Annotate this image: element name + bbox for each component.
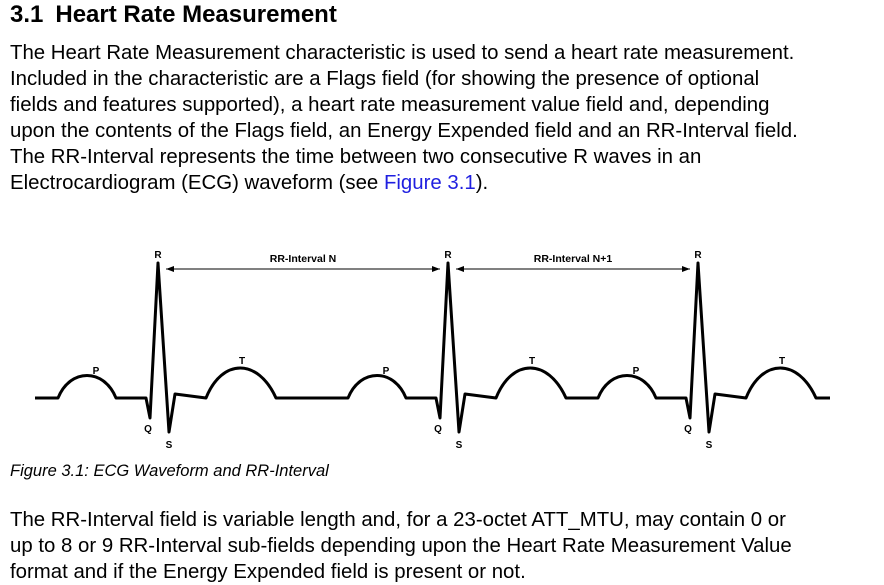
rr-interval-label: RR-Interval N+1 — [533, 253, 613, 265]
ecg-trace — [35, 263, 830, 432]
paragraph-line: Included in the characteristic are a Flags field (for showing the presence of optional — [10, 68, 760, 90]
figure-caption: Figure 3.1: ECG Waveform and RR-Interval — [10, 462, 329, 480]
r-peak-label: R — [694, 250, 702, 261]
s-wave-label: S — [455, 440, 463, 451]
paragraph-text: ). — [475, 172, 489, 194]
paragraph-line: The Heart Rate Measurement characteristic is used to send a heart rate measurement. — [10, 42, 795, 64]
paragraph-text: Electrocardiogram (ECG) waveform (see — [10, 172, 384, 194]
section-title: Heart Rate Measurement — [55, 1, 337, 28]
figure-reference-link[interactable]: Figure 3.1 — [383, 172, 476, 194]
paragraph-line: upon the contents of the Flags field, an Energy Expended field and an RR-Interval field. — [10, 120, 798, 142]
s-wave-label: S — [165, 440, 173, 451]
s-wave-label: S — [705, 440, 713, 451]
section-number: 3.1 — [10, 1, 44, 28]
r-peak-label: R — [154, 250, 162, 261]
section-heading — [10, 0, 337, 30]
rr-interval-label: RR-Interval N — [269, 253, 337, 265]
q-wave-label: Q — [684, 424, 692, 435]
rr-interval-paragraph — [10, 507, 884, 585]
intro-paragraph — [10, 40, 884, 196]
p-wave-label: P — [382, 366, 390, 377]
q-wave-label: Q — [144, 424, 152, 435]
paragraph-last-line — [10, 170, 884, 196]
ecg-waveform-diagram — [0, 240, 884, 460]
paragraph-line: The RR-Interval field is variable length and, for a 23-octet ATT_MTU, may contain 0 or — [10, 509, 786, 531]
t-wave-label: T — [778, 356, 786, 367]
r-peak-label: R — [444, 250, 452, 261]
t-wave-label: T — [238, 356, 246, 367]
t-wave-label: T — [528, 356, 536, 367]
p-wave-label: P — [92, 366, 100, 377]
p-wave-label: P — [632, 366, 640, 377]
paragraph-line: up to 8 or 9 RR-Interval sub-fields depending upon the Heart Rate Measurement Value — [10, 535, 792, 557]
paragraph-line: format and if the Energy Expended field is present or not. — [10, 561, 526, 583]
q-wave-label: Q — [434, 424, 442, 435]
paragraph-line: The RR-Interval represents the time between two consecutive R waves in an — [10, 146, 702, 168]
ecg-figure — [0, 240, 884, 460]
paragraph-line: fields and features supported), a heart rate measurement value field and, depending — [10, 94, 770, 116]
